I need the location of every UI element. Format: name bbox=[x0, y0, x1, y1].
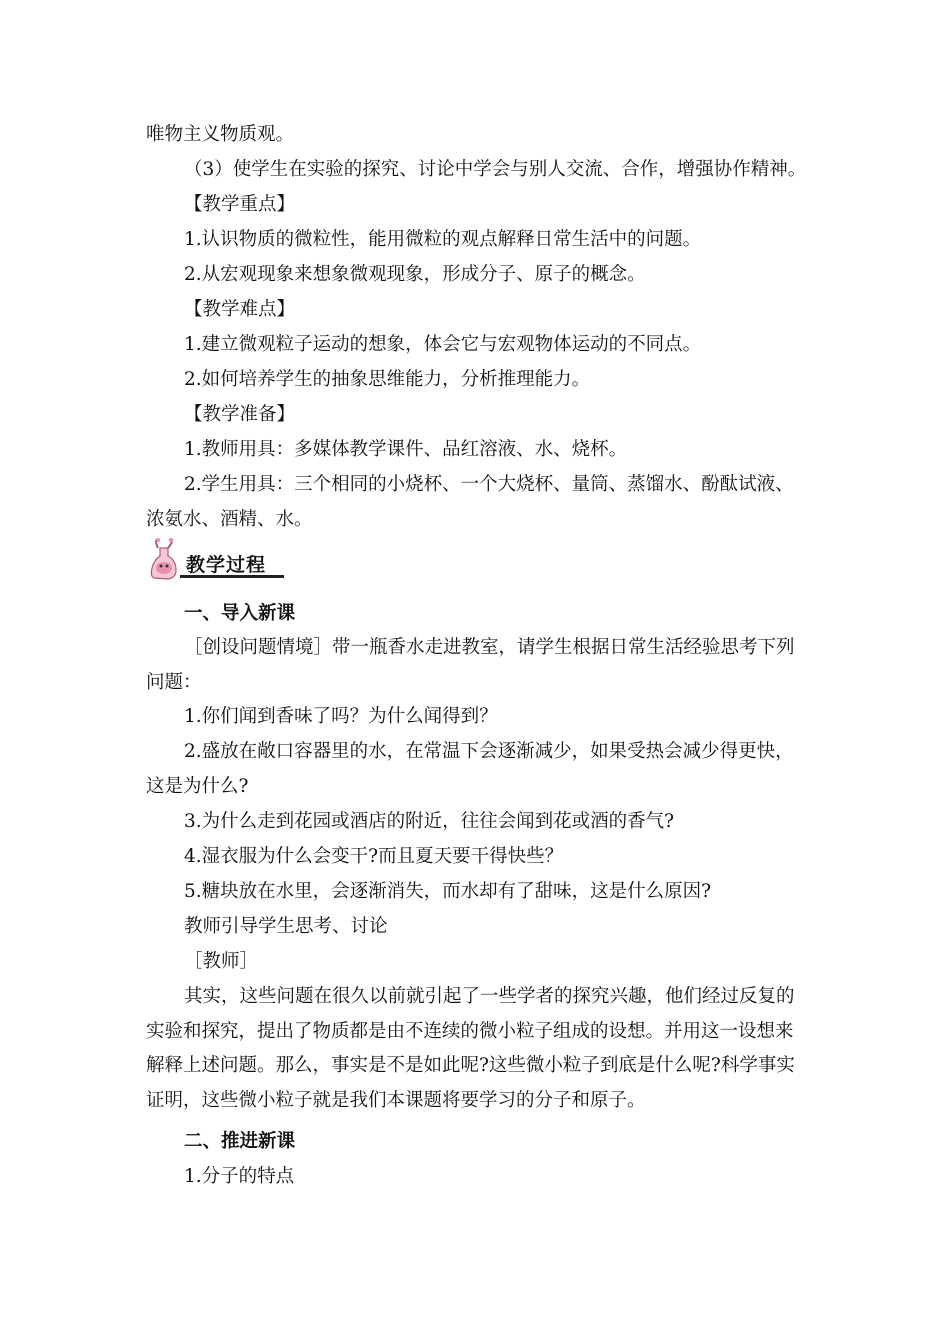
heading-difficulties: 【教学难点】 bbox=[184, 299, 296, 320]
paragraph-continuation: 唯物主义物质观。 bbox=[146, 124, 295, 145]
question-5: 5.糖块放在水里，会逐渐消失，而水却有了甜味，这是什么原因? bbox=[184, 881, 712, 902]
heading-introduction: 一、导入新课 bbox=[184, 603, 296, 624]
difficulty-1: 1.建立微观粒子运动的想象，体会它与宏观物体运动的不同点。 bbox=[184, 334, 702, 355]
heading-new-lesson: 二、推进新课 bbox=[184, 1131, 296, 1152]
banner-label: 教学过程 bbox=[186, 554, 267, 576]
question-1: 1.你们闻到香味了吗？为什么闻得到？ bbox=[184, 706, 498, 727]
heading-preparation: 【教学准备】 bbox=[184, 404, 296, 425]
subheading-molecule-features: 1.分子的特点 bbox=[184, 1166, 295, 1187]
section-banner bbox=[146, 538, 288, 580]
question-2: 2.盛放在敞口容器里的水，在常温下会逐渐减少，如果受热会减少得更快，这是为什么? bbox=[146, 741, 794, 797]
intro-scenario: ［创设问题情境］带一瓶香水走进教室，请学生根据日常生活经验思考下列问题： bbox=[146, 637, 795, 693]
teacher-label: ［教师］ bbox=[184, 951, 259, 972]
heading-key-points: 【教学重点】 bbox=[184, 194, 296, 215]
teacher-explanation: 其实，这些问题在很久以前就引起了一些学者的探究兴趣，他们经过反复的实验和探究，提出了物质都是由不连续的微小粒子组成的设想。并用这一设想来解释上述问题。那么，事实是不是如此呢?这些微小粒子到底是什么呢?科学事实证明，这些微小粒子就是我们本课题将要学习的分子和原子。 bbox=[146, 986, 795, 1111]
preparation-2: 2.学生用具：三个相同的小烧杯、一个大烧杯、量筒、蒸馏水、酚酞试液、浓氨水、酒精、水。 bbox=[146, 474, 794, 530]
objective-3: （3）使学生在实验的探究、讨论中学会与别人交流、合作，增强协作精神。 bbox=[184, 159, 807, 180]
key-point-2: 2.从宏观现象来想象微观现象，形成分子、原子的概念。 bbox=[184, 264, 646, 285]
question-3: 3.为什么走到花园或酒店的附近，往往会闻到花或酒的香气? bbox=[184, 811, 675, 832]
difficulty-2: 2.如何培养学生的抽象思维能力，分析推理能力。 bbox=[184, 369, 591, 390]
teacher-guidance: 教师引导学生思考、讨论 bbox=[184, 916, 388, 937]
key-point-1: 1.认识物质的微粒性，能用微粒的观点解释日常生活中的问题。 bbox=[184, 229, 702, 250]
preparation-1: 1.教师用具：多媒体教学课件、品红溶液、水、烧杯。 bbox=[184, 439, 628, 460]
question-4: 4.湿衣服为什么会变干?而且夏天要干得快些？ bbox=[184, 846, 564, 867]
